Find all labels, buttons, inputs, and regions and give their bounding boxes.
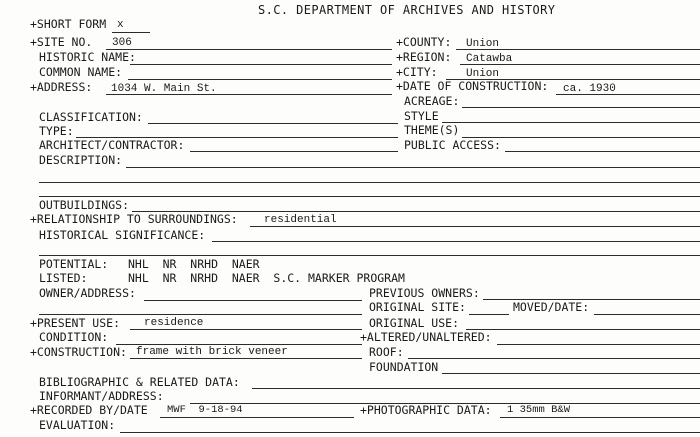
- altered-label: +ALTERED/UNALTERED:: [360, 330, 492, 344]
- original-site-label: ORIGINAL SITE:: [369, 300, 466, 314]
- relationship-value[interactable]: residential: [264, 214, 337, 226]
- informant-label: INFORMANT/ADDRESS:: [39, 389, 164, 403]
- photographic-value[interactable]: 1 35mm B&W: [507, 404, 571, 416]
- original-use-label: ORIGINAL USE:: [369, 316, 460, 330]
- historical-significance-line-1: [212, 241, 700, 242]
- previous-owners-label: PREVIOUS OWNERS:: [369, 286, 480, 300]
- common-name-line: [128, 79, 392, 80]
- site-no-label: +SITE NO.: [30, 35, 93, 49]
- common-name-label: COMMON NAME:: [39, 65, 123, 79]
- foundation-label: FOUNDATION: [369, 360, 439, 374]
- description-line-2: [39, 182, 700, 183]
- style-label: STYLE: [404, 109, 439, 123]
- present-use-value[interactable]: residence: [144, 317, 204, 329]
- altered-line: [497, 344, 700, 345]
- moved-date-line: [594, 314, 700, 315]
- short-form-label: +SHORT FORM: [30, 17, 107, 31]
- theme-label: THEME(S): [404, 123, 460, 137]
- date-construction-line: [556, 94, 700, 95]
- potential-options: NHL NR NRHD NAER: [128, 257, 260, 271]
- construction-label: +CONSTRUCTION:: [30, 345, 127, 359]
- county-label: +COUNTY:: [396, 35, 452, 49]
- architect-line: [190, 151, 398, 152]
- architect-label: ARCHITECT/CONTRACTOR:: [39, 138, 185, 152]
- original-site-line: [469, 314, 509, 315]
- style-line: [442, 122, 700, 123]
- potential-label: POTENTIAL:: [39, 257, 109, 271]
- evaluation-label: EVALUATION:: [39, 418, 116, 432]
- public-access-line: [505, 151, 700, 152]
- relationship-line: [250, 226, 700, 227]
- owner-address-line-1: [144, 300, 362, 301]
- photographic-line: [500, 417, 700, 418]
- foundation-line: [442, 373, 700, 374]
- condition-label: CONDITION:: [39, 330, 109, 344]
- moved-date-label: MOVED/DATE:: [513, 300, 590, 314]
- description-line-1: [126, 167, 700, 168]
- region-line: [460, 64, 700, 65]
- acreage-line: [462, 107, 700, 108]
- historic-name-label: HISTORIC NAME:: [39, 50, 136, 64]
- address-value[interactable]: 1034 W. Main St.: [111, 83, 217, 95]
- region-value[interactable]: Catawba: [466, 53, 513, 65]
- outbuildings-label: OUTBUILDINGS:: [39, 198, 130, 212]
- form-title: S.C. DEPARTMENT OF ARCHIVES AND HISTORY: [258, 3, 556, 17]
- description-line-3: [39, 196, 700, 197]
- date-construction-label: +DATE OF CONSTRUCTION:: [396, 79, 549, 93]
- date-construction-value[interactable]: ca. 1930: [563, 83, 616, 95]
- evaluation-line: [120, 432, 700, 433]
- description-label: DESCRIPTION:: [39, 153, 123, 167]
- site-no-value[interactable]: 306: [112, 37, 132, 49]
- city-label: +CITY:: [396, 65, 438, 79]
- relationship-label: +RELATIONSHIP TO SURROUNDINGS:: [30, 212, 238, 226]
- condition-line: [116, 344, 362, 345]
- roof-label: ROOF:: [369, 345, 404, 359]
- acreage-label: ACREAGE:: [404, 94, 460, 108]
- type-label: TYPE:: [39, 124, 74, 138]
- recorded-by-value[interactable]: MWF 9-18-94: [167, 404, 243, 416]
- bibliographic-label: BIBLIOGRAPHIC & RELATED DATA:: [39, 375, 240, 389]
- classification-label: CLASSIFICATION:: [39, 110, 143, 124]
- short-form-line: [112, 32, 150, 33]
- recorded-by-line: [160, 417, 354, 418]
- present-use-line: [130, 329, 362, 330]
- short-form-value[interactable]: x: [117, 19, 124, 31]
- historical-significance-label: HISTORICAL SIGNIFICANCE:: [39, 228, 206, 242]
- city-value[interactable]: Union: [466, 68, 500, 80]
- address-line: [106, 94, 392, 95]
- construction-line: [130, 358, 362, 359]
- public-access-label: PUBLIC ACCESS:: [404, 138, 501, 152]
- listed-label: LISTED:: [39, 271, 88, 285]
- classification-line: [148, 123, 398, 124]
- construction-value[interactable]: frame with brick veneer: [136, 346, 288, 358]
- county-line: [456, 49, 700, 50]
- county-value[interactable]: Union: [466, 38, 500, 50]
- owner-address-label: OWNER/ADDRESS:: [39, 286, 136, 300]
- owner-address-line-2: [39, 314, 362, 315]
- historical-significance-line-2: [39, 255, 700, 256]
- recorded-by-label: +RECORDED BY/DATE: [30, 403, 148, 417]
- present-use-label: +PRESENT USE:: [30, 316, 121, 330]
- region-label: +REGION:: [396, 50, 452, 64]
- address-label: +ADDRESS:: [30, 80, 93, 94]
- photographic-label: +PHOTOGRAPHIC DATA:: [360, 403, 492, 417]
- site-no-line: [106, 49, 392, 50]
- roof-line: [408, 358, 700, 359]
- listed-options: NHL NR NRHD NAER S.C. MARKER PROGRAM: [128, 271, 405, 285]
- historic-name-line: [130, 64, 392, 65]
- bibliographic-line: [252, 388, 700, 389]
- original-use-line: [466, 329, 700, 330]
